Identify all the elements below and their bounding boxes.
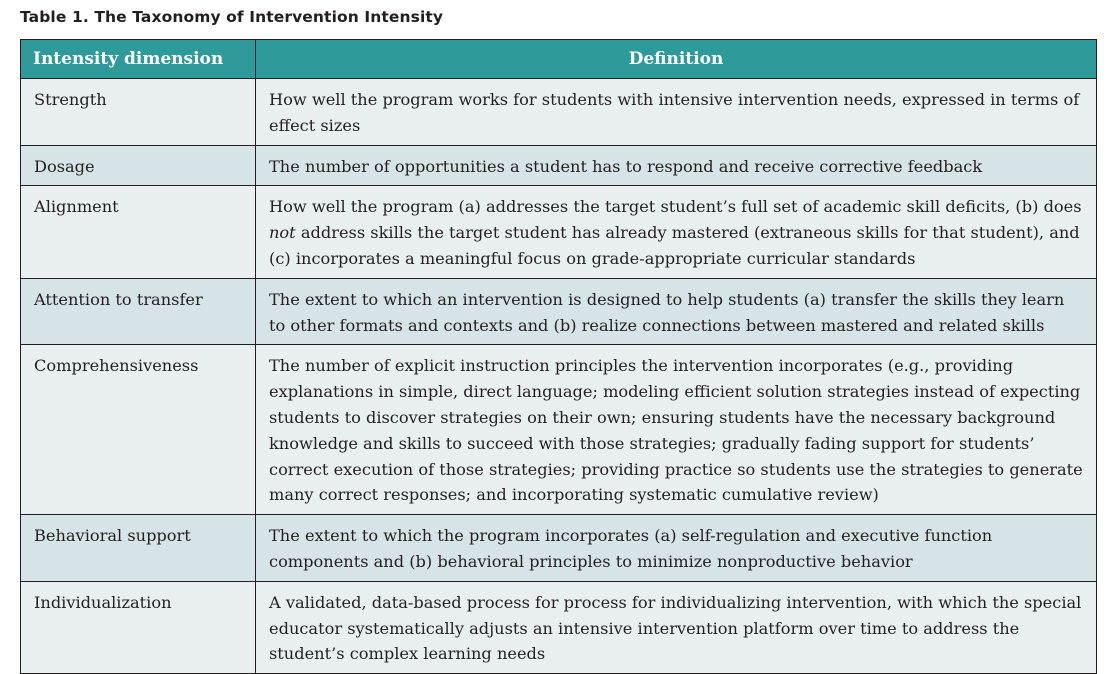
dimension-cell: Behavioral support [21,515,256,582]
definition-cell: The extent to which an intervention is designed to help students (a) transfer the skills they learn to other formats and contexts and (b) realize connections between mastered and related skills [256,278,1097,345]
header-definition: Definition [256,40,1097,79]
taxonomy-table [20,39,1097,674]
dimension-cell: Individualization [21,581,256,673]
definition-cell: A validated, data-based process for process for individualizing intervention, with which the special educator systematically adjusts an intensive intervention platform over time to address the student’s complex learning needs [256,581,1097,673]
table-row [21,186,1097,278]
table-header-row [21,40,1097,79]
table-caption: Table 1. The Taxonomy of Intervention Intensity [20,8,444,26]
definition-cell [256,186,1097,278]
table-row [21,515,1097,582]
definition-cell: The number of opportunities a student has to respond and receive corrective feedback [256,145,1097,186]
dimension-cell: Strength [21,79,256,146]
table-row [21,145,1097,186]
definition-text: address skills the target student has already mastered (extraneous skills for that student), and (c) incorporates a meaningful focus on grade-appropriate curricular standards [269,223,1080,268]
definition-text: How well the program (a) addresses the target student’s full set of academic skill deficits, (b) does [269,197,1082,217]
dimension-cell: Dosage [21,145,256,186]
dimension-cell: Alignment [21,186,256,278]
table-row [21,278,1097,345]
definition-cell: The number of explicit instruction principles the intervention incorporates (e.g., providing explanations in simple, direct language; modeling efficient solution strategies instead of expecting students to discover strategies on their own; ensuring students have the necessary background knowledge and skills to succeed with those strategies; gradually fading support for students’ correct execution of those strategies; providing practice so students use the strategies to generate many correct responses; and incorporating systematic cumulative review) [256,345,1097,515]
table-row [21,345,1097,515]
dimension-cell: Comprehensiveness [21,345,256,515]
definition-cell: How well the program works for students with intensive intervention needs, expressed in terms of effect sizes [256,79,1097,146]
dimension-cell: Attention to transfer [21,278,256,345]
definition-cell: The extent to which the program incorporates (a) self-regulation and executive function components and (b) behavioral principles to minimize nonproductive behavior [256,515,1097,582]
definition-emphasis: not [269,223,296,243]
header-intensity-dimension: Intensity dimension [21,40,256,79]
table-row [21,79,1097,146]
table-row [21,581,1097,673]
